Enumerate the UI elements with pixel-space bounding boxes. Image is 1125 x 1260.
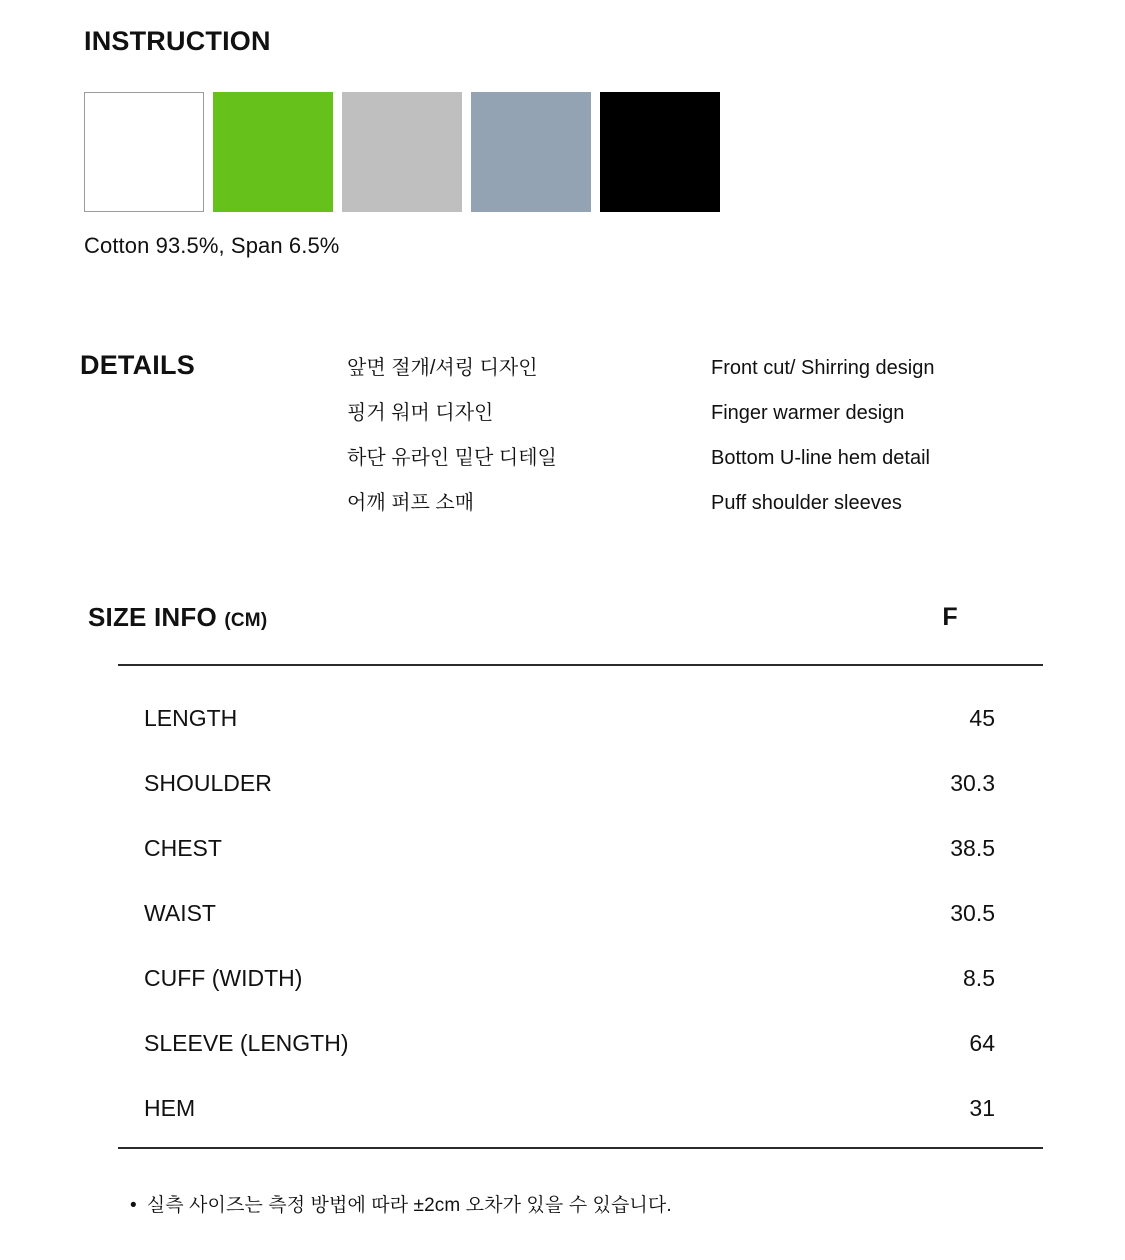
color-swatch-green[interactable] bbox=[213, 92, 333, 212]
size-value: 45 bbox=[969, 705, 995, 731]
size-value: 30.3 bbox=[950, 770, 995, 796]
size-label: HEM bbox=[144, 1095, 196, 1121]
color-swatch-light-gray[interactable] bbox=[342, 92, 462, 212]
size-value: 31 bbox=[969, 1095, 995, 1121]
details-heading: DETAILS bbox=[80, 350, 195, 380]
size-info-unit: (CM) bbox=[224, 610, 268, 631]
table-row bbox=[118, 1011, 1043, 1076]
size-label: SHOULDER bbox=[144, 770, 272, 796]
size-label: CHEST bbox=[144, 835, 222, 861]
size-footnote bbox=[130, 1190, 672, 1217]
details-text-en: Puff shoulder sleeves bbox=[711, 492, 902, 514]
size-info-heading bbox=[88, 602, 267, 633]
details-row bbox=[347, 444, 1067, 489]
table-row bbox=[118, 751, 1043, 816]
details-row bbox=[347, 354, 1067, 399]
size-info-title-text: SIZE INFO bbox=[88, 602, 217, 632]
size-value: 30.5 bbox=[950, 900, 995, 926]
table-top-rule bbox=[118, 664, 1043, 666]
details-text-ko: 핑거 워머 디자인 bbox=[347, 402, 494, 424]
details-text-en: Bottom U-line hem detail bbox=[711, 447, 930, 469]
color-swatch-blue-gray[interactable] bbox=[471, 92, 591, 212]
color-swatch-white[interactable] bbox=[84, 92, 204, 212]
details-text-en: Finger warmer design bbox=[711, 402, 905, 424]
size-value: 64 bbox=[969, 1030, 995, 1056]
details-text-ko: 하단 유라인 밑단 디테일 bbox=[347, 447, 557, 469]
details-text-en: Front cut/ Shirring design bbox=[711, 357, 935, 379]
size-label: WAIST bbox=[144, 900, 216, 926]
size-label: SLEEVE (LENGTH) bbox=[144, 1030, 349, 1056]
table-row bbox=[118, 881, 1043, 946]
bullet-icon: • bbox=[130, 1195, 137, 1216]
size-footnote-text: 실측 사이즈는 측정 방법에 따라 ±2cm 오차가 있을 수 있습니다. bbox=[146, 1195, 672, 1216]
color-swatch-black[interactable] bbox=[600, 92, 720, 212]
size-value: 38.5 bbox=[950, 835, 995, 861]
size-column-header: F bbox=[942, 603, 958, 631]
instruction-heading: INSTRUCTION bbox=[84, 26, 271, 56]
size-label: CUFF (WIDTH) bbox=[144, 965, 303, 991]
details-row bbox=[347, 399, 1067, 444]
details-text-ko: 어깨 퍼프 소매 bbox=[347, 492, 475, 514]
fabric-composition: Cotton 93.5%, Span 6.5% bbox=[84, 233, 340, 258]
details-row bbox=[347, 489, 1067, 534]
size-label: LENGTH bbox=[144, 705, 238, 731]
table-row bbox=[118, 1076, 1043, 1141]
table-row bbox=[118, 816, 1043, 881]
size-value: 8.5 bbox=[963, 965, 995, 991]
details-list bbox=[347, 354, 1067, 534]
size-table bbox=[118, 686, 1043, 1141]
table-row bbox=[118, 946, 1043, 1011]
color-swatch-row bbox=[84, 92, 729, 212]
details-text-ko: 앞면 절개/셔링 디자인 bbox=[347, 357, 538, 379]
table-row bbox=[118, 686, 1043, 751]
table-bottom-rule bbox=[118, 1147, 1043, 1149]
